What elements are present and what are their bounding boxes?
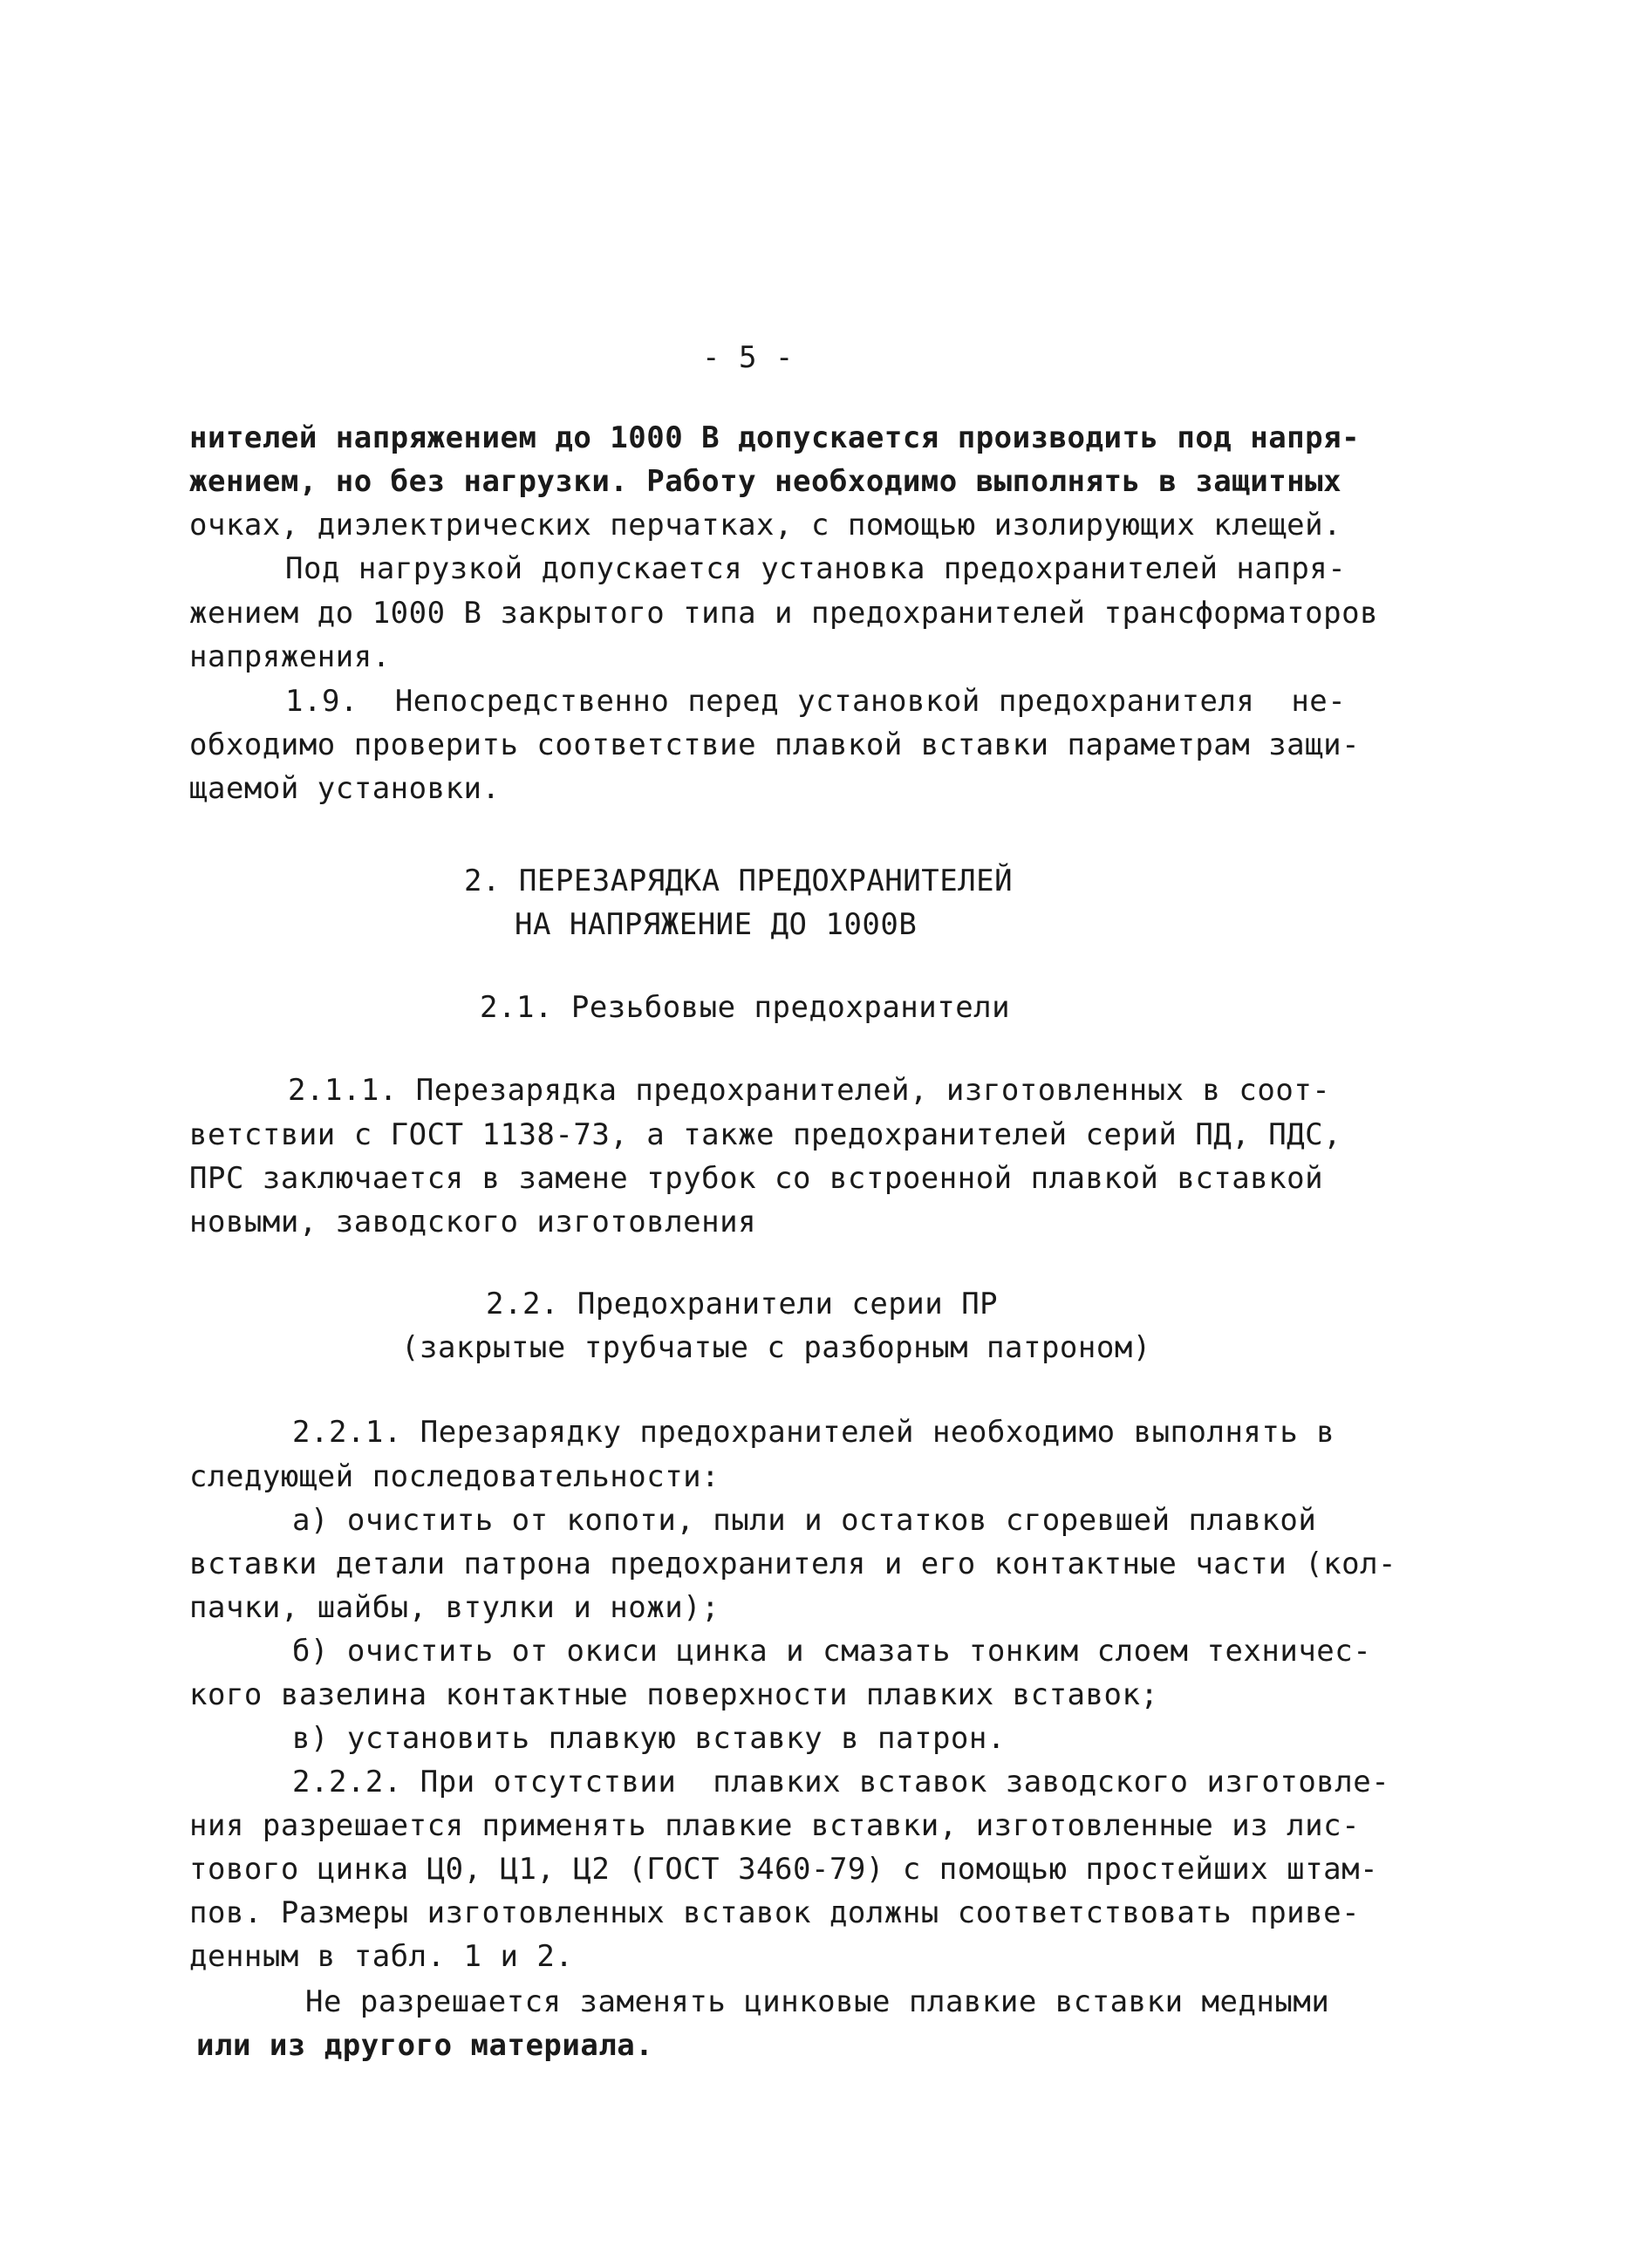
section-heading: 2. ПЕРЕЗАРЯДКА ПРЕДОХРАНИТЕЛЕЙ (464, 864, 1014, 898)
paragraph-line: или из другого материала. (196, 2028, 654, 2063)
paragraph-line: обходимо проверить соответствие плавкой вставки параметрам защи- (189, 727, 1361, 762)
paragraph-line: пачки, шайбы, втулки и ножи); (189, 1590, 720, 1625)
paragraph-line: следующей последовательности: (189, 1459, 720, 1494)
subsection-heading: 2.2. Предохранители серии ПР (486, 1287, 999, 1321)
page-number: - 5 - (702, 340, 794, 375)
paragraph-line: ветствии с ГОСТ 1138-73, а также предохранителей серий ПД, ПДС, (189, 1117, 1342, 1152)
paragraph-line: напряжения. (189, 639, 391, 674)
paragraph-line: Не разрешается заменять цинковые плавкие вставки медными (305, 1984, 1330, 2019)
paragraph-line: 2.2.1. Перезарядку предохранителей необходимо выполнять в (292, 1415, 1335, 1450)
paragraph-line: щаемой установки. (189, 771, 501, 806)
paragraph-line: денным в табл. 1 и 2. (189, 1939, 574, 1974)
paragraph-line: тового цинка Ц0, Ц1, Ц2 (ГОСТ 3460-79) с помощью простейших штам- (189, 1852, 1379, 1887)
paragraph-line: жением до 1000 В закрытого типа и предохранителей трансформаторов (189, 596, 1379, 631)
paragraph-line: нителей напряжением до 1000 В допускается производить под напря- (189, 420, 1361, 455)
paragraph-line: ния разрешается применять плавкие вставки, изготовленные из лис- (189, 1808, 1361, 1843)
subsection-heading: 2.1. Резьбовые предохранители (480, 990, 1011, 1025)
paragraph-line: ПРС заключается в замене трубок со встроенной плавкой вставкой (189, 1161, 1324, 1196)
section-heading: НА НАПРЯЖЕНИЕ ДО 1000В (515, 907, 918, 942)
paragraph-line: очках, диэлектрических перчатках, с помощью изолирующих клещей. (189, 508, 1342, 543)
paragraph-line: новыми, заводского изготовления (189, 1205, 757, 1239)
paragraph-line: пов. Размеры изготовленных вставок должны соответствовать приве- (189, 1895, 1361, 1930)
paragraph-line: жением, но без нагрузки. Работу необходимо выполнять в защитных (189, 464, 1342, 499)
list-item: б) очистить от окиси цинка и смазать тонким слоем техничес- (292, 1634, 1372, 1669)
paragraph-line: кого вазелина контактные поверхности плавких вставок; (189, 1677, 1159, 1712)
paragraph-line: 2.1.1. Перезарядка предохранителей, изготовленных в соот- (288, 1073, 1331, 1108)
paragraph-line: 2.2.2. При отсутствии плавких вставок заводского изготовле- (292, 1765, 1390, 1799)
paragraph-line: вставки детали патрона предохранителя и его контактные части (кол- (189, 1547, 1397, 1581)
paragraph-line: 1.9. Непосредственно перед установкой предохранителя не- (285, 684, 1347, 719)
paragraph-line: Под нагрузкой допускается установка предохранителей напря- (285, 551, 1347, 586)
list-item: а) очистить от копоти, пыли и остатков сгоревшей плавкой (292, 1503, 1317, 1538)
list-item: в) установить плавкую вставку в патрон. (292, 1721, 1006, 1756)
subsection-heading: (закрытые трубчатые с разборным патроном) (401, 1330, 1151, 1365)
